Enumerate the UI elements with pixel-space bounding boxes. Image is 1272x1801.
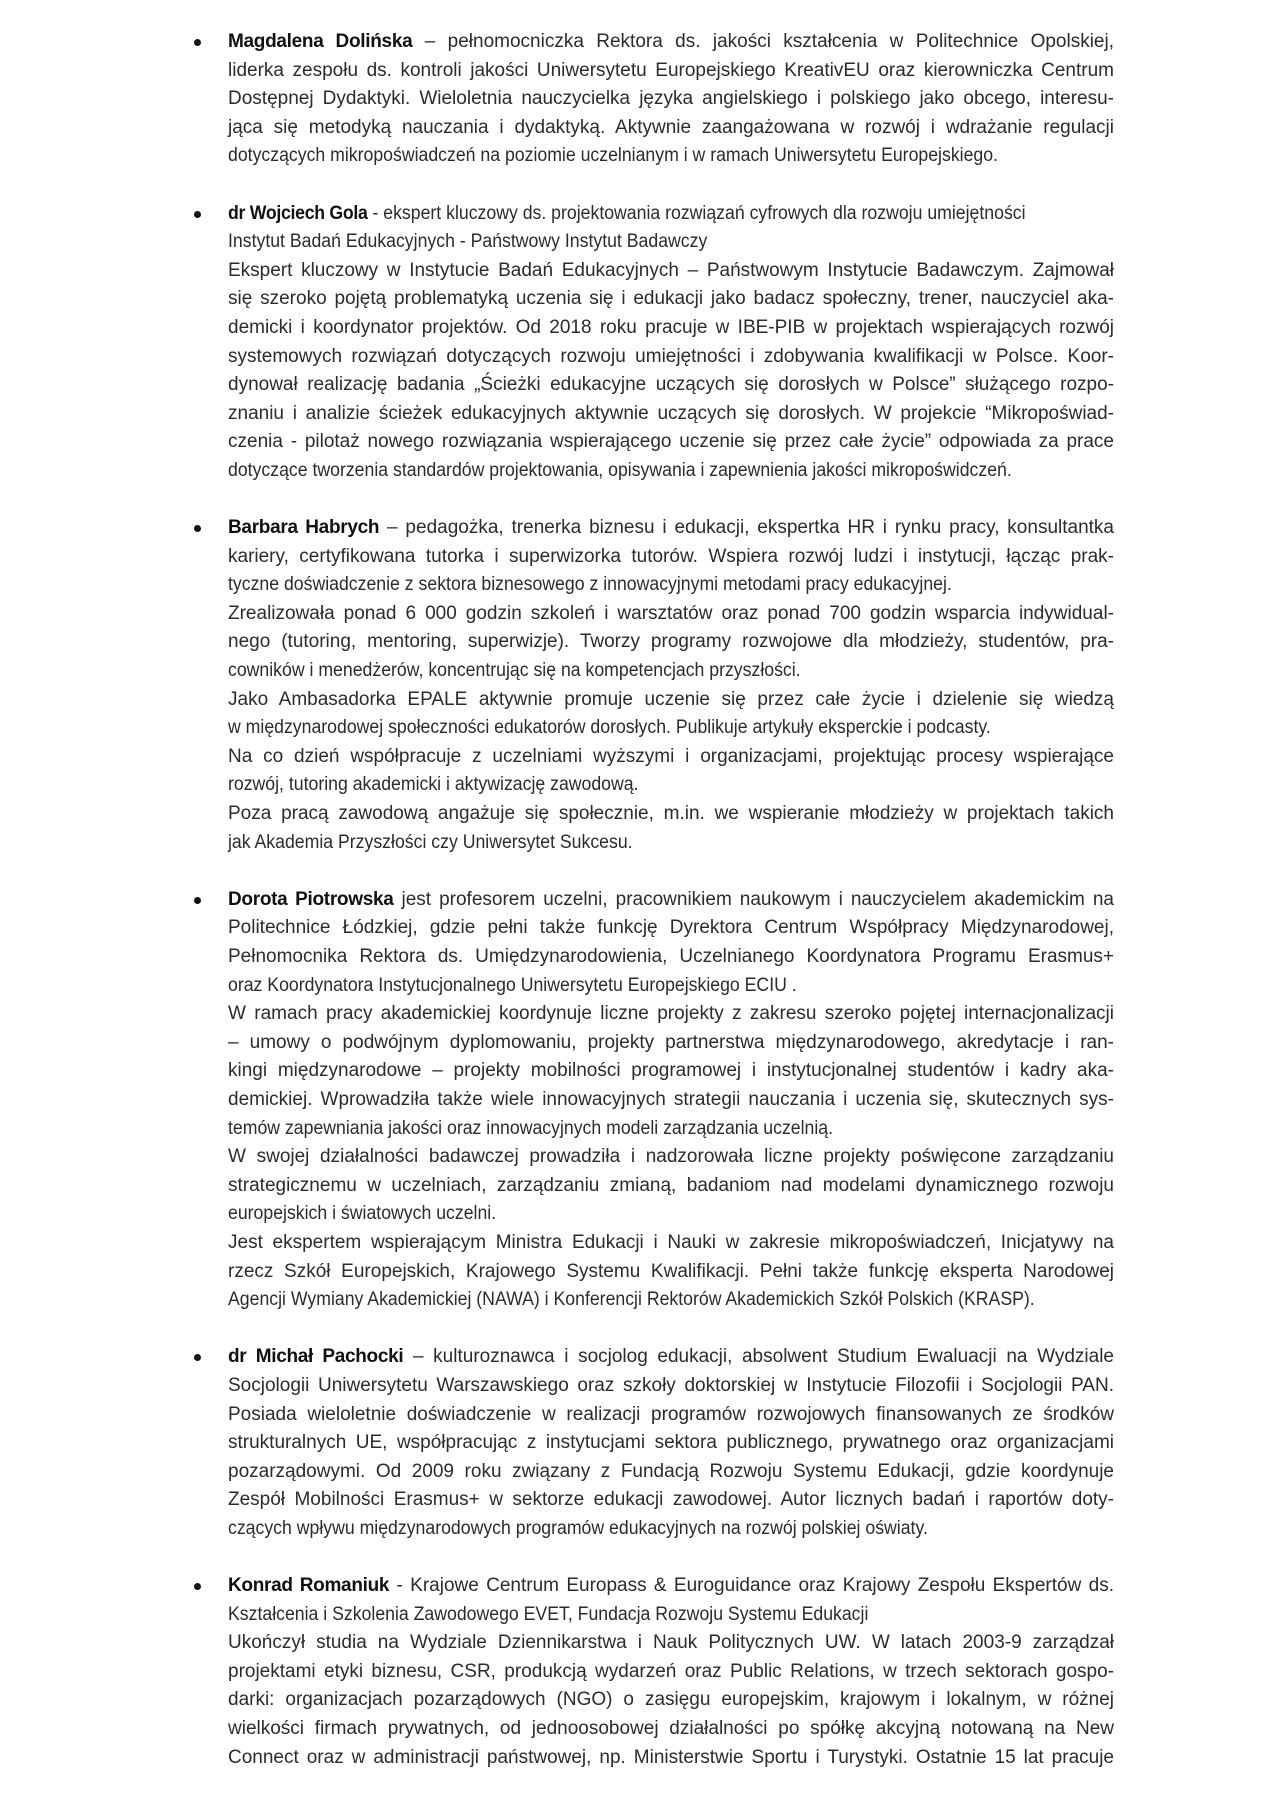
bio-text-line (228, 1401, 1114, 1430)
bio-text: wielkości firmach prywatnych, od jednoosobowej działalności po spółkę akcyjną notowaną na New (228, 1718, 1114, 1740)
bio-text-line (228, 743, 1114, 772)
bio-text: Zrealizowała ponad 6 000 godzin szkoleń i warsztatów oraz ponad 700 godzin wsparcia indywidual- (228, 602, 1114, 624)
bio-text: czenia - pilotaż nowego rozwiązania wspierającego uczenie się przez całe życie” odpowiada za prace (228, 431, 1114, 453)
bio-text: rzecz Szkół Europejskich, Krajowego Systemu Kwalifikacji. Pełni także funkcję eksperta Narodowej (228, 1260, 1114, 1282)
person-name: dr Michał Pachocki (228, 1346, 404, 1368)
bio-text: Kształcenia i Szkolenia Zawodowego EVET, Fundacja Rozwoju Systemu Edukacji (228, 1603, 869, 1625)
bio-text: systemowych rozwiązań dotyczących rozwoju umiejętności i zdobywania kwalifikacji w Polsce. Koor- (228, 345, 1114, 367)
bio-text: Socjologii Uniwersytetu Warszawskiego oraz szkoły doktorskiej w Instytucie Filozofii i Socjologii PAN. (228, 1374, 1114, 1396)
bio-text: Na co dzień współpracuje z uczelniami wyższymi i organizacjami, projektując procesy wspierające (228, 745, 1114, 767)
bio-list-item (228, 1572, 1114, 1772)
bio-text: Ukończył studia na Wydziale Dziennikarstwa i Nauk Politycznych UW. W latach 2003-9 zarządzał (228, 1632, 1114, 1654)
bio-text-line (228, 1429, 1114, 1458)
bio-text: Dostępnej Dydaktyki. Wieloletnia nauczycielka języka angielskiego i polskiego jako obcego, interesu- (228, 88, 1114, 110)
bio-text: Zespół Mobilności Erasmus+ w sektorze edukacji zawodowej. Autor licznych badań i raportów doty- (228, 1489, 1114, 1511)
bio-text: jak Akademia Przyszłości czy Uniwersytet Sukcesu. (228, 831, 633, 853)
bio-text-line (228, 371, 1114, 400)
bio-text: rozwój, tutoring akademicki i aktywizację zawodową. (228, 774, 639, 796)
bio-text-line (228, 1143, 1114, 1172)
person-name: Magdalena Dolińska (228, 31, 413, 52)
bio-text: – pedagożka, trenerka biznesu i edukacji, ekspertka HR i rynku pracy, konsultantka (379, 517, 1114, 539)
bullet-icon (194, 211, 201, 218)
bio-text: - ekspert kluczowy ds. projektowania rozwiązań cyfrowych dla rozwoju umiejętności (367, 202, 1026, 224)
bio-text-line (228, 543, 1114, 572)
bullet-icon (194, 39, 201, 46)
bullet-icon (194, 1354, 201, 1361)
bio-text-line (228, 1029, 1114, 1058)
bio-text-line (228, 1343, 1114, 1372)
bio-text-line (228, 1086, 1114, 1115)
person-name: Konrad Romaniuk (228, 1575, 390, 1597)
bio-text-line (228, 1572, 1114, 1601)
bio-text: darki: organizacjach pozarządowych (NGO) o zasięgu europejskim, krajowym i lokalnym, w różnej (228, 1689, 1114, 1711)
bio-text-line (228, 57, 1114, 86)
bio-text-line (228, 1486, 1114, 1515)
bio-text: W ramach pracy akademickiej koordynuje liczne projekty z zakresu szeroko pojętej internacjonalizacji (228, 1003, 1114, 1025)
bio-text: strategicznemu w uczelniach, zarządzaniu zmianą, badaniom nad modelami dynamicznego rozwoju (228, 1174, 1114, 1196)
bio-text: nego (tutoring, mentoring, superwizje). Tworzy programy rozwojowe dla młodzieży, studentów, pra- (228, 631, 1114, 653)
bio-list-item (228, 200, 1114, 486)
bio-text: Agencji Wymiany Akademickiej (NAWA) i Konferencji Rektorów Akademickich Szkół Polskich (KRASP). (228, 1289, 1035, 1311)
bio-text: się szeroko pojętą problematyką uczenia się i edukacji jako badacz społeczny, trener, nauczyciel aka- (228, 288, 1114, 310)
bio-text-line (228, 1057, 1114, 1086)
bio-text: jest profesorem uczelni, pracownikiem naukowym i nauczycielem akademickim na (393, 888, 1114, 910)
bio-list-item (228, 1343, 1114, 1543)
bio-text: Connect oraz w administracji państwowej, np. Ministerstwie Sportu i Turystyki. Ostatnie 15 lat pracuje (228, 1746, 1114, 1768)
bio-text-line (228, 285, 1114, 314)
bio-text-line (228, 428, 1114, 457)
bio-text: Politechnice Łódzkiej, gdzie pełni także funkcję Dyrektora Centrum Współpracy Międzynarodowej, (228, 917, 1114, 939)
bio-text: czących wpływu międzynarodowych programów edukacyjnych na rozwój polskiej oświaty. (228, 1517, 928, 1539)
bio-text-line (228, 1172, 1114, 1201)
bio-text: w międzynarodowej społeczności edukatorów dorosłych. Publikuje artykuły eksperckie i podcasty. (228, 717, 991, 739)
bio-text-line (228, 114, 1114, 143)
bio-text-line (228, 343, 1114, 372)
bio-text: Instytut Badań Edukacyjnych - Państwowy Instytut Badawczy (228, 231, 708, 253)
bio-text: liderka zespołu ds. kontroli jakości Uniwersytetu Europejskiego KreativEU oraz kierowniczka Centrum (228, 59, 1114, 81)
bio-text-line (228, 1686, 1114, 1715)
bio-text-line (228, 457, 1114, 486)
bio-text-line (228, 657, 1114, 686)
bio-text: Poza pracą zawodową angażuje się społecznie, m.in. we wspieranie młodzieży w projektach takich (228, 803, 1114, 825)
bio-text: Posiada wieloletnie doświadczenie w realizacji programów rozwojowych finansowanych ze środków (228, 1403, 1114, 1425)
bio-text: - Krajowe Centrum Europass & Euroguidance oraz Krajowy Zespołu Ekspertów ds. (389, 1575, 1114, 1597)
person-name: Barbara Habrych (228, 517, 380, 539)
bio-text-line (228, 1286, 1114, 1315)
bio-list-item (228, 886, 1114, 1315)
bio-text-line (228, 1515, 1114, 1544)
bio-text-line (228, 1744, 1114, 1773)
bio-text: – pełnomocniczka Rektora ds. jakości kształcenia w Politechnice Opolskiej, (412, 31, 1114, 52)
bio-text-line (228, 400, 1114, 429)
bio-text: Jest ekspertem wspierającym Ministra Edukacji i Nauki w zakresie mikropoświadczeń, Inicjatywy na (228, 1231, 1114, 1253)
bio-text-line (228, 1372, 1114, 1401)
bio-text: jąca się metodyką nauczania i dydaktyką. Aktywnie zaangażowana w rozwój i wdrażanie regulacji (228, 116, 1114, 138)
bullet-icon (194, 525, 201, 532)
bio-text-line (228, 1629, 1114, 1658)
bio-text: demicki i koordynator projektów. Od 2018 roku pracuje w IBE-PIB w projektach wspierających rozwój (228, 316, 1114, 338)
person-name: Dorota Piotrowska (228, 888, 394, 910)
bio-text: znaniu i analizie ścieżek edukacyjnych aktywnie uczących się dorosłych. W projekcie “Mikropoświad- (228, 402, 1114, 424)
bio-text-line (228, 28, 1114, 57)
bio-text: Jako Ambasadorka EPALE aktywnie promuje uczenie się przez całe życie i dzielenie się wiedzą (228, 688, 1114, 710)
bio-text-line (228, 800, 1114, 829)
bullet-icon (194, 1583, 201, 1590)
bio-text: dotyczące tworzenia standardów projektowania, opisywania i zapewnienia jakości mikropoświdczeń. (228, 459, 1012, 481)
bio-text: kariery, certyfikowana tutorka i superwizorka tutorów. Wspiera rozwój ludzi i instytucji, łącząc prak- (228, 545, 1114, 567)
bio-text: demickiej. Wprowadziła także wiele innowacyjnych strategii nauczania i uczenia się, skutecznych sys- (228, 1088, 1114, 1110)
bio-text-line (228, 914, 1114, 943)
bio-text: Ekspert kluczowy w Instytucie Badań Edukacyjnych – Państwowym Instytucie Badawczym. Zajmował (228, 259, 1114, 281)
bio-text: – umowy o podwójnym dyplomowaniu, projekty partnerstwa międzynarodowego, akredytacje i ran- (228, 1031, 1114, 1053)
bio-text-line (228, 257, 1114, 286)
bio-text-line (228, 628, 1114, 657)
bio-text: cowników i menedżerów, koncentrując się na kompetencjach przyszłości. (228, 660, 801, 682)
bio-text: Pełnomocnika Rektora ds. Umiędzynarodowienia, Uczelnianego Koordynatora Programu Erasmus+ (228, 946, 1114, 967)
bio-text: dotyczących mikropoświadczeń na poziomie uczelnianym i w ramach Uniwersytetu Europejskiego. (228, 145, 998, 167)
bio-text-line (228, 886, 1114, 915)
bio-text-line (228, 943, 1114, 972)
bio-text-line (228, 1601, 1114, 1630)
bullet-icon (194, 897, 201, 904)
bio-text: tyczne doświadczenie z sektora biznesowego z innowacyjnymi metodami pracy edukacyjnej. (228, 574, 952, 596)
document-page (0, 28, 1272, 1801)
bio-text-line (228, 1000, 1114, 1029)
bio-text: kingi międzynarodowe – projekty mobilności programowej i instytucjonalnej studentów i kadry aka- (228, 1060, 1114, 1082)
bio-text: oraz Koordynatora Instytucjonalnego Uniwersytetu Europejskiego ECIU . (228, 974, 797, 996)
bio-text-line (228, 972, 1114, 1001)
bio-text-line (228, 829, 1114, 858)
bio-text: pozarządowymi. Od 2009 roku związany z Fundacją Rozwoju Systemu Edukacji, gdzie koordynuje (228, 1460, 1114, 1482)
bio-text-line (228, 571, 1114, 600)
bio-text-line (228, 771, 1114, 800)
bio-text: projektami etyki biznesu, CSR, produkcją wydarzeń oraz Public Relations, w trzech sektorach gospo- (228, 1660, 1114, 1682)
bio-text-line (228, 1715, 1114, 1744)
bio-text-line (228, 1258, 1114, 1287)
bio-text: – kulturoznawca i socjolog edukacji, absolwent Studium Ewaluacji na Wydziale (403, 1346, 1114, 1368)
bio-text-line (228, 1229, 1114, 1258)
bio-text-line (228, 200, 1114, 229)
bio-text-line (228, 600, 1114, 629)
bio-text: temów zapewniania jakości oraz innowacyjnych modeli zarządzania uczelnią. (228, 1117, 834, 1139)
bio-text-line (228, 142, 1114, 171)
bio-text-line (228, 1658, 1114, 1687)
bio-text-line (228, 1115, 1114, 1144)
bio-list-item (228, 514, 1114, 857)
bio-text-line (228, 1200, 1114, 1229)
bio-text: europejskich i światowych uczelni. (228, 1203, 497, 1225)
bio-text: dynował realizację badania „Ścieżki edukacyjne uczących się dorosłych w Polsce” służącego rozpo- (228, 374, 1114, 396)
bio-text-line (228, 228, 1114, 257)
bio-text-line (228, 1458, 1114, 1487)
bio-text-line (228, 714, 1114, 743)
bio-text-line (228, 85, 1114, 114)
person-name: dr Wojciech Gola (228, 202, 368, 224)
bio-text-line (228, 686, 1114, 715)
bio-list-item (228, 28, 1114, 171)
bio-text: strukturalnych UE, współpracując z instytucjami sektora publicznego, prywatnego oraz organizacjami (228, 1432, 1114, 1454)
bio-text-line (228, 314, 1114, 343)
bio-text: W swojej działalności badawczej prowadziła i nadzorowała liczne projekty poświęcone zarządzaniu (228, 1146, 1114, 1168)
bio-text-line (228, 514, 1114, 543)
